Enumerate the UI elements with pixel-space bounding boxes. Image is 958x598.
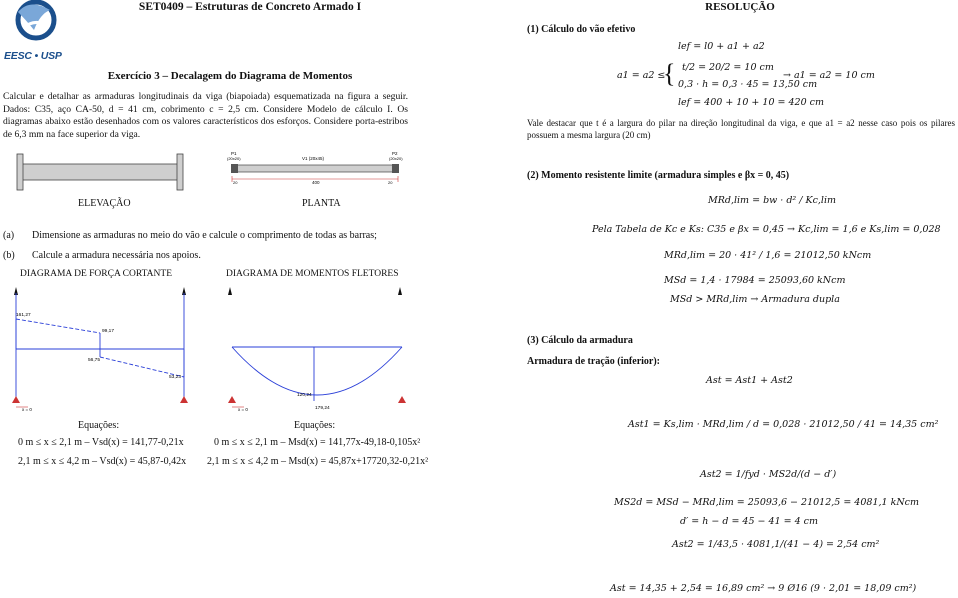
plan-p1-label: P1 bbox=[231, 151, 237, 156]
plan-p2-dim: (20x20) bbox=[389, 156, 403, 161]
s3-equation-6: Ast2 = 1/43,5 · 4081,1/(41 − 4) = 2,54 cm² bbox=[672, 539, 880, 550]
s1-equation-2c: 0,3 · h = 0,3 · 45 = 13,50 cm bbox=[678, 79, 818, 90]
elevation-column-right bbox=[177, 154, 183, 190]
s1-brace: { bbox=[663, 59, 676, 88]
s1-equation-2d: → a1 = a2 = 10 cm bbox=[783, 70, 875, 81]
s3-equation-2: Ast1 = Ks,lim · MRd,lim / d = 0,028 · 21012,50 / 41 = 14,35 cm² bbox=[628, 419, 939, 430]
logo-text: EESC • USP bbox=[4, 50, 62, 62]
plan-beam-label: V1 (20x45) bbox=[302, 156, 325, 161]
shear-axis-label: x = 0 bbox=[22, 407, 32, 412]
s1-note: Vale destacar que t é a largura do pilar na direção longitudinal da viga, e que a1 = a2 nesse caso pois os pilares possuem a mesma largura (20 cm) bbox=[527, 118, 955, 140]
section-1-title: (1) Cálculo do vão efetivo bbox=[527, 24, 636, 35]
plan-span-label: 400 bbox=[312, 180, 320, 185]
question-b-text: Calcule a armadura necessária nos apoios. bbox=[32, 250, 201, 261]
s3-equation-5: d′ = h − d = 45 − 41 = 4 cm bbox=[680, 516, 819, 527]
question-a-marker: (a) bbox=[3, 230, 15, 241]
plan-right-dim: 20 bbox=[388, 180, 393, 185]
section-3-subtitle: Armadura de tração (inferior): bbox=[527, 356, 661, 367]
elevation-drawing bbox=[8, 152, 198, 197]
exercise-title: Exercício 3 – Decalagem do Diagrama de Momentos bbox=[107, 70, 353, 82]
moment-equations-title: Equações: bbox=[294, 420, 336, 431]
course-title: SET0409 – Estruturas de Concreto Armado I bbox=[138, 1, 362, 13]
s2-equation-1: MRd,lim = bw · d² / Kc,lim bbox=[708, 195, 836, 206]
moment-value-2: 179,24 bbox=[315, 406, 330, 411]
s1-equation-2a: a1 = a2 ≤ bbox=[617, 70, 666, 81]
exercise-statement: Calcular e detalhar as armaduras longitudinais da viga (biapoiada) esquematizada na figura a seguir. Dados: C35, aço CA-50, d = 41 cm, cobrimento c = 2,5 cm. Considere Modelo de cálculo I. Os diagramas abaixo estão desenhados com os valores característicos dos esforços. Considere porta-estribos de 6,3 mm na face superior da viga. bbox=[3, 91, 408, 140]
moment-equation-2: 2,1 m ≤ x ≤ 4,2 m – Msd(x) = 45,87x+17720,32-0,21x² bbox=[207, 456, 429, 467]
plan-p2-label: P2 bbox=[392, 151, 398, 156]
resolution-title: RESOLUÇÃO bbox=[705, 1, 775, 13]
s1-equation-2b: t/2 = 20/2 = 10 cm bbox=[682, 62, 774, 73]
s1-equation-1: lef = l0 + a1 + a2 bbox=[678, 41, 765, 52]
plan-pillar-p2 bbox=[392, 164, 399, 173]
s2-equation-5: MSd > MRd,lim → Armadura dupla bbox=[670, 294, 840, 305]
shear-equation-2: 2,1 m ≤ x ≤ 4,2 m – Vsd(x) = 45,87-0,42x bbox=[18, 456, 187, 467]
moment-axis-label: x = 0 bbox=[238, 407, 248, 412]
shear-value-3: 56,75 bbox=[88, 358, 101, 363]
plan-beam bbox=[232, 165, 398, 172]
s3-equation-1: Ast = Ast1 + Ast2 bbox=[706, 375, 793, 386]
question-b-marker: (b) bbox=[3, 250, 15, 261]
shear-value-2: 99,17 bbox=[102, 329, 115, 334]
shear-equation-1: 0 m ≤ x ≤ 2,1 m – Vsd(x) = 141,77-0,21x bbox=[18, 437, 184, 448]
moment-diagram-title: DIAGRAMA DE MOMENTOS FLETORES bbox=[226, 269, 399, 279]
moment-value-1: 120,24 bbox=[297, 393, 312, 398]
s2-equation-2: Pela Tabela de Kc e Ks: C35 e βx = 0,45 → Kc,lim = 1,6 e Ks,lim = 0,028 bbox=[592, 224, 941, 235]
elevation-beam bbox=[18, 164, 182, 180]
plan-left-dim: 20 bbox=[233, 180, 238, 185]
plan-pillar-p1 bbox=[231, 164, 238, 173]
s2-equation-4: MSd = 1,4 · 17984 = 25093,60 kNcm bbox=[664, 275, 846, 286]
s3-equation-7: Ast = 14,35 + 2,54 = 16,89 cm² → 9 Ø16 (9 · 2,01 = 18,09 cm²) bbox=[610, 583, 917, 594]
moment-equation-1: 0 m ≤ x ≤ 2,1 m – Msd(x) = 141,77x-49,18-0,105x² bbox=[214, 437, 421, 448]
shear-value-4: 53,23 bbox=[169, 375, 182, 380]
section-2-title: (2) Momento resistente limite (armadura simples e βx = 0, 45) bbox=[527, 170, 790, 181]
shear-diagram-title: DIAGRAMA DE FORÇA CORTANTE bbox=[20, 269, 172, 279]
elevation-column-left bbox=[17, 154, 23, 190]
plan-drawing bbox=[222, 150, 412, 188]
elevation-label: ELEVAÇÃO bbox=[78, 198, 131, 209]
s3-equation-4: MS2d = MSd − MRd,lim = 25093,6 − 21012,5 = 4081,1 kNcm bbox=[614, 497, 919, 508]
s3-equation-3: Ast2 = 1/fyd · MS2d/(d − d′) bbox=[700, 469, 837, 480]
shear-value-1: 161,27 bbox=[16, 313, 31, 318]
eesc-usp-logo bbox=[4, 0, 66, 66]
plan-p1-dim: (20x20) bbox=[227, 156, 241, 161]
plan-label: PLANTA bbox=[302, 198, 341, 209]
moment-diagram bbox=[222, 283, 412, 413]
s2-equation-3: MRd,lim = 20 · 41² / 1,6 = 21012,50 kNcm bbox=[664, 250, 872, 261]
section-3-title: (3) Cálculo da armadura bbox=[527, 335, 633, 346]
question-a-text: Dimensione as armaduras no meio do vão e calcule o comprimento de todas as barras; bbox=[32, 230, 377, 241]
shear-equations-title: Equações: bbox=[78, 420, 120, 431]
s1-equation-3: lef = 400 + 10 + 10 = 420 cm bbox=[678, 97, 824, 108]
shear-diagram bbox=[6, 283, 196, 413]
